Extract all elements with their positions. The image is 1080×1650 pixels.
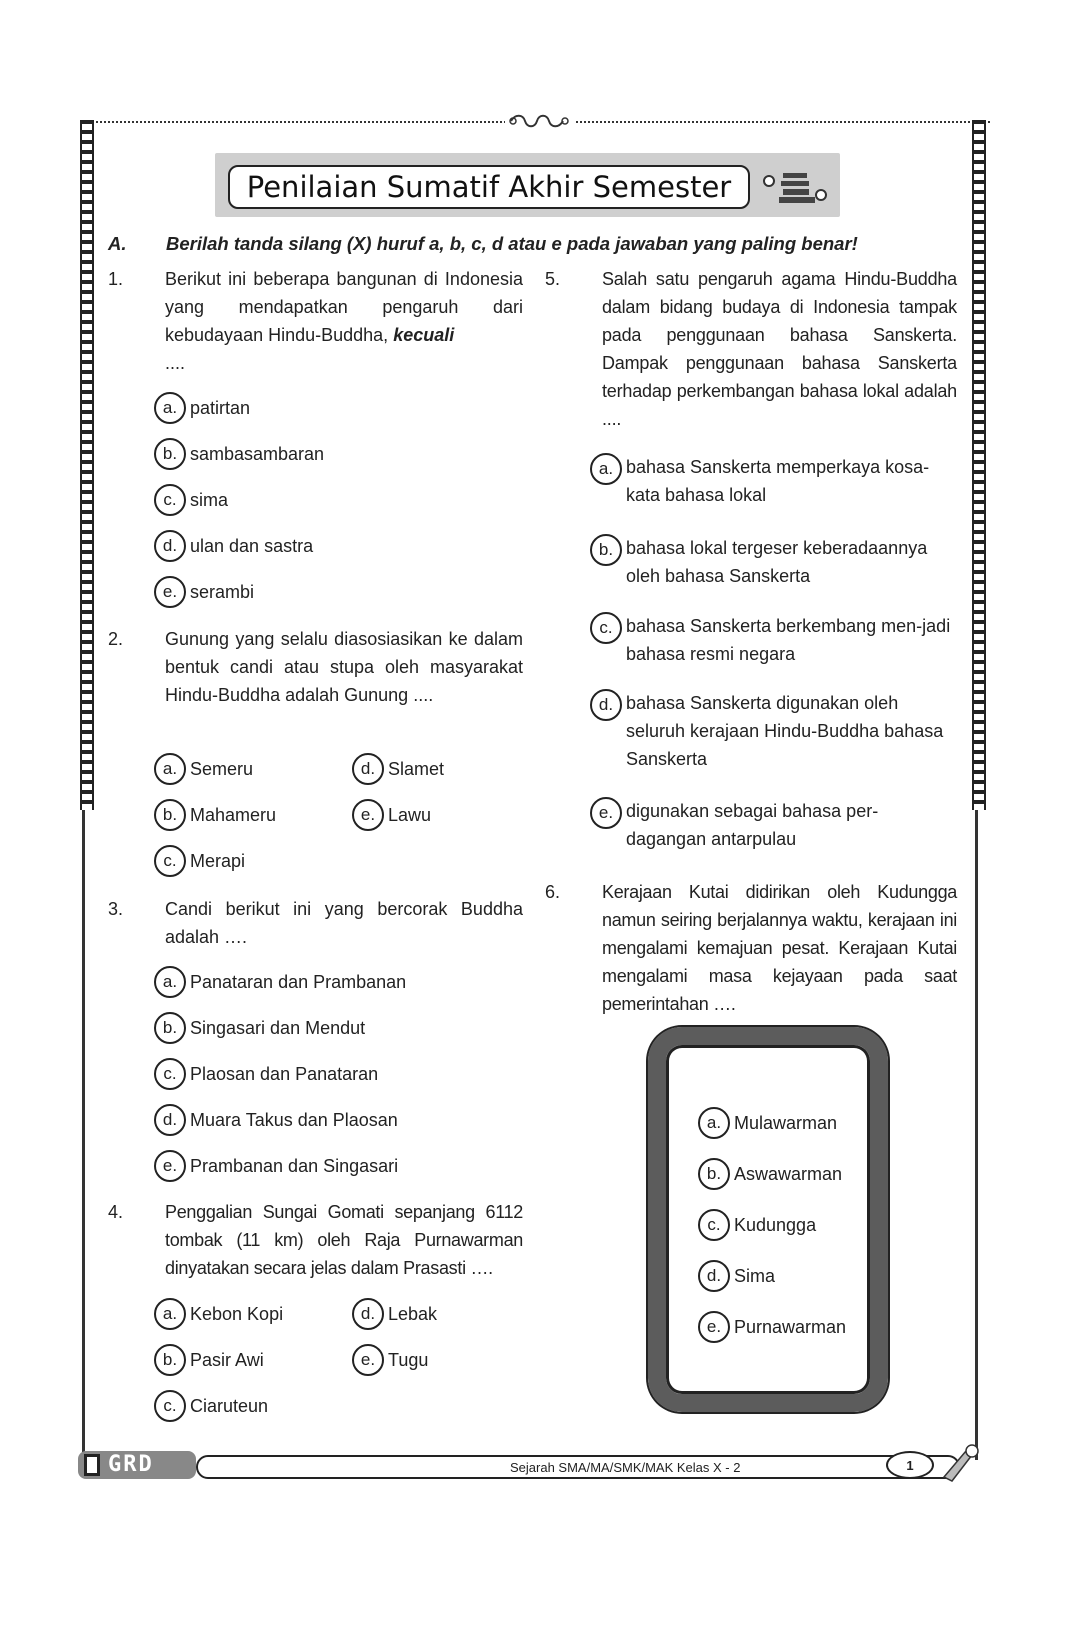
q5-option-c[interactable]: c. bahasa Sanskerta berkembang men-jadi bahasa resmi negara bbox=[590, 612, 958, 668]
q5-option-e[interactable]: e. digunakan sebagai bahasa per-dagangan antarpulau bbox=[590, 797, 958, 853]
question-number: 1. bbox=[108, 269, 124, 289]
q5-option-a[interactable]: a. bahasa Sanskerta memperkaya kosa-kata bahasa lokal bbox=[590, 453, 958, 509]
question-text: Berikut ini beberapa bangunan di Indonesia yang mendapatkan pengaruh dari kebudayaan Hindu-Buddha, bbox=[165, 269, 523, 345]
q1-option-c[interactable]: c. sima bbox=[154, 484, 228, 516]
q2-option-c[interactable]: c. Merapi bbox=[154, 845, 245, 877]
question-text: Gunung yang selalu diasosiasikan ke dalam bentuk candi atau stupa oleh masyarakat Hindu-Buddha adalah Gunung .... bbox=[165, 629, 523, 705]
q1-option-b[interactable]: b. sambasambaran bbox=[154, 438, 324, 470]
question-4 bbox=[108, 1198, 523, 1288]
q3-option-b[interactable]: b. Singasari dan Mendut bbox=[154, 1012, 365, 1044]
q6-option-c[interactable]: c. Kudungga bbox=[698, 1209, 816, 1241]
q4-option-a[interactable]: a. Kebon Kopi bbox=[154, 1298, 283, 1330]
brand-logo bbox=[78, 1449, 196, 1481]
left-border-rail bbox=[80, 120, 94, 810]
q2-option-b[interactable]: b. Mahameru bbox=[154, 799, 276, 831]
question-ellipsis: .... bbox=[165, 353, 186, 373]
footer-strip bbox=[196, 1455, 960, 1479]
page-number: 1 bbox=[886, 1451, 934, 1479]
question-6 bbox=[545, 878, 957, 1023]
pen-icon bbox=[940, 1443, 980, 1483]
question-2 bbox=[108, 625, 523, 745]
q6-option-b[interactable]: b. Aswawarman bbox=[698, 1158, 842, 1190]
books-decoration-icon bbox=[763, 167, 833, 207]
question-text: Candi berikut ini yang bercorak Buddha adalah …. bbox=[165, 899, 523, 947]
title-banner bbox=[215, 153, 840, 217]
q4-option-e[interactable]: e. Tugu bbox=[352, 1344, 428, 1376]
question-number: 2. bbox=[108, 629, 124, 649]
footer-subject: Sejarah SMA/MA/SMK/MAK Kelas X - 2 bbox=[510, 1459, 741, 1475]
q4-option-d[interactable]: d. Lebak bbox=[352, 1298, 437, 1330]
question-number: 4. bbox=[108, 1202, 124, 1222]
question-text: Penggalian Sungai Gomati sepanjang 6112 tombak (11 km) oleh Raja Purnawarman dinyatakan secara jelas dalam Prasasti …. bbox=[165, 1202, 523, 1278]
footer bbox=[78, 1449, 983, 1481]
question-number: 3. bbox=[108, 899, 124, 919]
q3-option-c[interactable]: c. Plaosan dan Panataran bbox=[154, 1058, 378, 1090]
question-text: Salah satu pengaruh agama Hindu-Buddha dalam bidang budaya di Indonesia tampak pada penggunaan bahasa Sanskerta. Dampak penggunaan bahasa Sanskerta terhadap perkembangan bahasa lokal adalah .... bbox=[602, 269, 957, 429]
q6-option-a[interactable]: a. Mulawarman bbox=[698, 1107, 837, 1139]
question-text: Kerajaan Kutai didirikan oleh Kudungga namun seiring berjalannya waktu, kerajaan ini mengalami kemajuan pesat. Kerajaan Kutai mengalami masa kejayaan pada saat pemerintahan …. bbox=[602, 882, 957, 1014]
right-border-line bbox=[975, 810, 978, 1460]
question-3 bbox=[108, 895, 523, 955]
left-border-line bbox=[82, 810, 85, 1460]
q5-option-d[interactable]: d. bahasa Sanskerta digunakan oleh seluruh kerajaan Hindu-Buddha bahasa Sanskerta bbox=[590, 689, 958, 773]
q6-option-e[interactable]: e. Purnawarman bbox=[698, 1311, 846, 1343]
q5-option-b[interactable]: b. bahasa lokal tergeser keberadaannya oleh bahasa Sanskerta bbox=[590, 534, 958, 590]
instruction-text: Berilah tanda silang (X) huruf a, b, c, d atau e pada jawaban yang paling benar! bbox=[166, 233, 858, 254]
page-title: Penilaian Sumatif Akhir Semester bbox=[228, 165, 750, 209]
q4-option-c[interactable]: c. Ciaruteun bbox=[154, 1390, 268, 1422]
question-1 bbox=[108, 265, 523, 385]
q4-option-b[interactable]: b. Pasir Awi bbox=[154, 1344, 264, 1376]
q6-option-d[interactable]: d. Sima bbox=[698, 1260, 775, 1292]
question-emphasis: kecuali bbox=[393, 325, 455, 345]
q3-option-a[interactable]: a. Panataran dan Prambanan bbox=[154, 966, 406, 998]
q3-option-d[interactable]: d. Muara Takus dan Plaosan bbox=[154, 1104, 398, 1136]
q3-option-e[interactable]: e. Prambanan dan Singasari bbox=[154, 1150, 398, 1182]
right-border-rail bbox=[972, 120, 986, 810]
q2-option-d[interactable]: d. Slamet bbox=[352, 753, 444, 785]
question-number: 6. bbox=[545, 882, 561, 902]
q1-option-e[interactable]: e. serambi bbox=[154, 576, 254, 608]
q2-option-a[interactable]: a. Semeru bbox=[154, 753, 253, 785]
q2-option-e[interactable]: e. Lawu bbox=[352, 799, 431, 831]
q1-option-a[interactable]: a. patirtan bbox=[154, 392, 250, 424]
ornament-icon bbox=[505, 112, 575, 130]
section-label: A. bbox=[108, 233, 127, 254]
brand-text: GRD bbox=[108, 1452, 154, 1477]
question-number: 5. bbox=[545, 269, 561, 289]
question-5 bbox=[545, 265, 957, 435]
q1-option-d[interactable]: d. ulan dan sastra bbox=[154, 530, 313, 562]
